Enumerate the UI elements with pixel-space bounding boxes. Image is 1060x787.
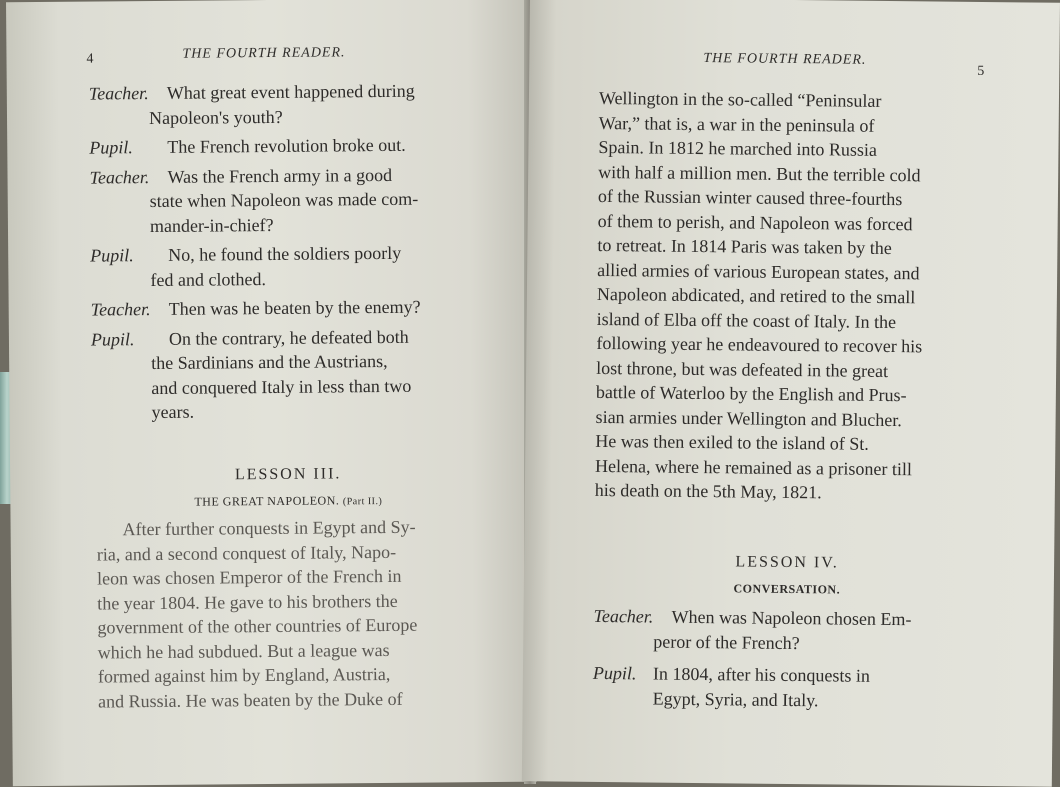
lesson-3-subtitle — [90, 492, 486, 510]
left-page — [6, 0, 537, 786]
speech-line: What great event happened during — [166, 80, 415, 103]
paragraph-line: of the Russian winter caused three-fourths — [597, 185, 903, 210]
speaker-label: Teacher. — [593, 605, 654, 627]
speech-line: state when Napoleon was made com- — [149, 188, 419, 212]
speech-line: fed and clothed. — [150, 268, 266, 290]
right-page — [522, 0, 1060, 787]
speech-line: On the contrary, he defeated both — [168, 326, 409, 349]
right-running-header: THE FOURTH READER. — [703, 51, 867, 68]
speech-line: the Sardinians and the Austrians, — [151, 350, 388, 374]
lesson-3-title: LESSON III. — [234, 465, 342, 484]
paragraph-line: government of the other countries of Europe — [97, 614, 418, 638]
paragraph-line: He was then exiled to the island of St. — [595, 430, 869, 454]
paragraph-line: to retreat. In 1814 Paris was taken by the — [597, 234, 892, 259]
paragraph-line: following year he endeavoured to recover his — [596, 332, 923, 357]
speaker-label: Teacher. — [89, 166, 150, 188]
lesson-4-subtitle: CONVERSATION. — [733, 581, 841, 597]
speech-line: Napoleon's youth? — [148, 106, 283, 128]
paragraph-line: Helena, where he remained as a prisoner till — [595, 455, 913, 479]
paragraph-line: After further conquests in Egypt and Sy- — [122, 516, 416, 540]
speech-text — [151, 324, 484, 425]
speech-line: Then was he beaten by the enemy? — [168, 296, 421, 319]
speech-line: peror of the French? — [653, 631, 800, 653]
paragraph-line: Wellington in the so-called “Peninsular — [598, 87, 882, 111]
paragraph-line: of them to perish, and Napoleon was forced — [597, 210, 913, 234]
paragraph-line: battle of Waterloo by the English and Prus- — [595, 381, 907, 406]
right-dialogue — [593, 604, 978, 714]
speaker-label: Pupil. — [90, 245, 134, 266]
paragraph-line: the year 1804. He gave to his brothers the — [97, 590, 398, 614]
lesson-3-part: (Part II.) — [342, 496, 383, 508]
speech-text — [653, 662, 977, 714]
speech-line: Was the French army in a good — [167, 164, 393, 187]
speech-line: The French revolution broke out. — [167, 134, 406, 157]
paragraph-line: Spain. In 1812 he marched into Russia — [598, 136, 878, 160]
paragraph-line: ria, and a second conquest of Italy, Napo- — [96, 541, 397, 565]
dialogue-entry — [89, 132, 481, 160]
dialogue-entry — [91, 324, 484, 425]
speaker-label: Pupil. — [89, 137, 133, 158]
speaker-label: Teacher. — [88, 83, 149, 104]
dialogue-entry — [90, 240, 482, 292]
speech-line: No, he found the soldiers poorly — [168, 242, 402, 265]
right-paragraph — [595, 86, 925, 506]
paragraph-line: sian armies under Wellington and Blucher. — [595, 406, 902, 430]
paragraph-line: formed against him by England, Austria, — [97, 663, 391, 687]
lesson-4-title: LESSON IV. — [735, 553, 839, 572]
speech-line: and conquered Italy in less than two — [151, 375, 412, 398]
paragraph-line: his death on the 5th May, 1821. — [594, 479, 822, 503]
paragraph-line: War,” that is, a war in the peninsula of — [598, 112, 875, 136]
paragraph-line: leon was chosen Emperor of the French in — [96, 565, 402, 589]
dialogue-entry — [89, 78, 481, 130]
paragraph-line: lost throne, but was defeated in the great — [596, 357, 889, 381]
dialogue-entry — [89, 162, 482, 239]
speech-line: In 1804, after his conquests in — [652, 663, 871, 686]
lesson-3-subtitle-text: THE GREAT NAPOLEON. — [194, 493, 340, 509]
paragraph-line: which he had subdued. But a league was — [97, 639, 390, 663]
speech-text — [169, 294, 483, 321]
speaker-label: Pupil. — [90, 328, 135, 350]
paragraph-line: allied armies of various European states, and — [597, 259, 920, 283]
speech-text — [150, 240, 482, 292]
dialogue-entry — [91, 294, 483, 322]
paragraph-line: with half a million men. But the terrible cold — [598, 161, 921, 185]
lesson-3-paragraph — [97, 515, 419, 714]
speech-line: years. — [151, 401, 195, 423]
left-dialogue — [89, 78, 484, 425]
dialogue-entry — [593, 661, 977, 714]
left-running-header: THE FOURTH READER. — [182, 45, 346, 62]
speech-line: mander-in-chief? — [149, 214, 274, 236]
speech-text — [653, 605, 977, 657]
speech-text — [148, 78, 481, 130]
paragraph-line: island of Elba off the coast of Italy. In the — [596, 308, 897, 332]
speaker-label: Teacher. — [90, 299, 151, 320]
dialogue-entry — [593, 604, 977, 657]
speech-line: When was Napoleon chosen Em- — [671, 606, 912, 630]
paragraph-line: Napoleon abdicated, and retired to the small — [596, 283, 916, 308]
right-page-number: 5 — [977, 63, 985, 79]
speech-text — [167, 132, 481, 159]
speaker-label: Pupil. — [592, 662, 637, 684]
speech-line: Egypt, Syria, and Italy. — [652, 688, 819, 710]
speech-text — [149, 162, 482, 238]
left-page-number: 4 — [86, 51, 94, 67]
paragraph-line: and Russia. He was beaten by the Duke of — [98, 688, 403, 712]
